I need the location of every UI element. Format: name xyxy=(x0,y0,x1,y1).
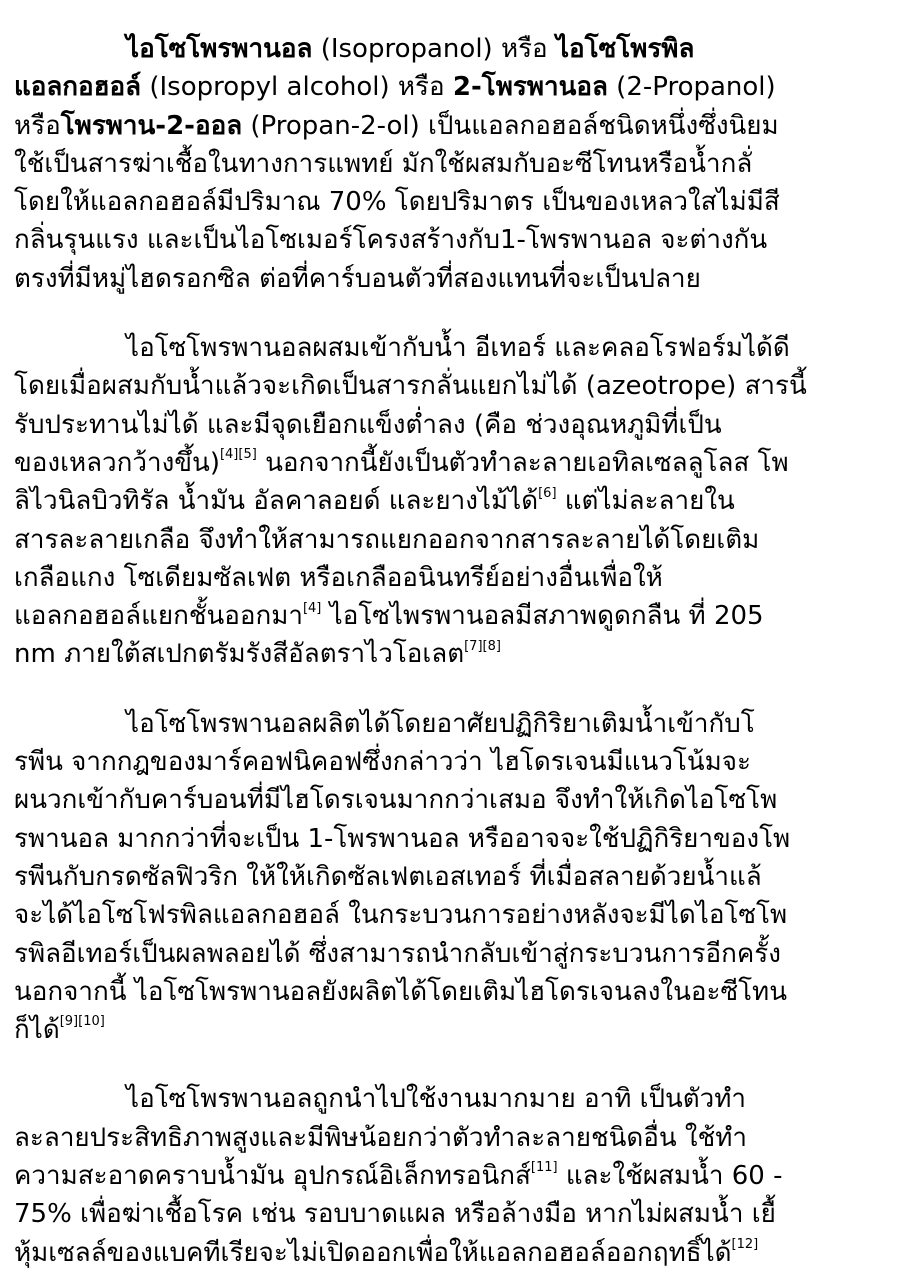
paragraph-line: ผนวกเข้ากับคาร์บอนที่มีไฮโดรเจนมากกว่าเสมอ จึงทำให้เกิดไอโซโพ xyxy=(14,785,778,816)
text-run: และใช้ผสมน้ำ 60 - xyxy=(557,1161,783,1192)
paragraph-line xyxy=(14,444,908,482)
paragraph-line xyxy=(14,1234,908,1272)
citation-link[interactable]: [11] xyxy=(530,1160,558,1176)
paragraph-line: ละลายประสิทธิภาพสูงและมีพิษน้อยกว่าตัวทำละลายชนิดอื่น ใช้ทำ xyxy=(14,1122,747,1153)
text-run: (Isopropyl alcohol) หรือ xyxy=(141,72,453,103)
paragraph-line: รับประทานไม่ได้ และมีจุดเยือกแข็งต่ำลง (คือ ช่วงอุณหภูมิที่เป็น xyxy=(14,409,722,440)
paragraph-line: ใช้เป็นสารฆ่าเชื้อในทางการแพทย์ มักใช้ผสมกับอะซีโทนหรือน้ำกลั่ xyxy=(14,148,753,179)
paragraph-line: รพิลอีเทอร์เป็นผลพลอยได้ ซึ่งสามารถนำกลับเข้าสู่กระบวนการอีกครั้ง xyxy=(14,938,781,969)
text-run: หรือ xyxy=(14,110,61,141)
paragraph-1 xyxy=(14,30,908,298)
text-run: หุ้มเซลล์ของแบคทีเรียจะไม่เปิดออกเพื่อให้แอลกอฮอล์ออกฤทธิ์ได้ xyxy=(14,1237,732,1268)
text-run: (2-Propanol) xyxy=(607,72,776,103)
text-run: แต่ไม่ละลายใน xyxy=(556,486,735,517)
text-run: nm ภายใต้สเปกตรัมรังสีอัลตราไวโอเลต xyxy=(14,639,465,670)
text-run: ลิไวนิลบิวทิรัล น้ำมัน อัลคาลอยด์ และยางไม้ได้ xyxy=(14,486,539,517)
citation-link[interactable]: [9][10] xyxy=(59,1014,105,1030)
paragraph-line: นอกจากนี้ ไอโซโพรพานอลยังผลิตได้โดยเติมไฮโดรเจนลงในอะซีโทน xyxy=(14,976,787,1007)
paragraph-line: กลิ่นรุนแรง และเป็นไอโซเมอร์โครงสร้างกับ1-โพรพานอล จะต่างกัน xyxy=(14,225,768,256)
text-run: นอกจากนี้ยังเป็นตัวทำละลายเอทิลเซลลูโลส โพ xyxy=(256,447,789,478)
paragraph-line: สารละลายเกลือ จึงทำให้สามารถแยกออกจากสารละลายได้โดยเติม xyxy=(14,524,760,555)
text-run: ก็ได้ xyxy=(14,1015,60,1046)
paragraph-spacer xyxy=(14,1049,908,1080)
paragraph-line: รพีน จากกฎของมาร์คอฟนิคอฟซึ่งกล่าวว่า ไฮโดรเจนมีแนวโน้มจะ xyxy=(14,747,751,778)
text-run: แอลกอฮอล์แยกชั้นออกมา xyxy=(14,601,303,632)
paragraph-spacer xyxy=(14,674,908,705)
paragraph-line xyxy=(14,482,908,520)
term-bold: ไอโซโพรพิล xyxy=(555,34,695,64)
text-run: ความสะอาดคราบน้ำมัน อุปกรณ์อิเล็กทรอนิกส์ xyxy=(14,1161,531,1192)
paragraph-line xyxy=(14,1011,908,1049)
paragraph-line xyxy=(14,30,908,68)
paragraph-line: จะได้ไอโซโฟรพิลแอลกอฮอล์ ในกระบวนการอย่างหลังจะมีไดไอโซโพ xyxy=(14,900,788,931)
text-run: (Propan-2-ol) เป็นแอลกอฮอล์ชนิดหนึ่งซึ่งนิยม xyxy=(242,110,779,141)
paragraph-line: ตรงที่มีหมู่ไฮดรอกซิล ต่อที่คาร์บอนตัวที่สองแทนที่จะเป็นปลาย xyxy=(14,263,701,294)
paragraph-3 xyxy=(14,705,908,1050)
citation-link[interactable]: [4] xyxy=(302,600,322,616)
paragraph-line: รพานอล มากกว่าที่จะเป็น 1-โพรพานอล หรืออาจจะใช้ปฏิกิริยาของโพ xyxy=(14,823,791,854)
citation-link[interactable]: [6] xyxy=(538,485,557,501)
paragraph-line: ไอโซโพรพานอลถูกนำไปใช้งานมากมาย อาทิ เป็นตัวทำ xyxy=(126,1084,747,1115)
citation-link[interactable]: [7][8] xyxy=(464,638,501,654)
text-run: (Isopropanol) หรือ xyxy=(312,34,556,64)
paragraph-line xyxy=(14,597,908,635)
text-run: ของเหลวกว้างขึ้น) xyxy=(14,447,220,478)
paragraph-line: โดยให้แอลกอฮอล์มีปริมาณ 70% โดยปริมาตร เป็นของเหลวใสไม่มีสี xyxy=(14,187,780,218)
paragraph-line: รพีนกับกรดซัลฟิวริก ให้ให้เกิดซัลเฟตเอสเทอร์ ที่เมื่อสลายด้วยน้ำแล้ xyxy=(14,861,762,892)
paragraph-2 xyxy=(14,329,908,674)
term-bold: ไอโซโพรพานอล xyxy=(126,34,313,64)
paragraph-line: โดยเมื่อผสมกับน้ำแล้วจะเกิดเป็นสารกลั่นแยกไม่ได้ (azeotrope) สารนี้ xyxy=(14,371,807,402)
citation-link[interactable]: [12] xyxy=(731,1236,759,1252)
paragraph-4 xyxy=(14,1080,908,1271)
text-run: ไอโซไพรพานอลมีสภาพดูดกลืน ที่ 205 xyxy=(321,601,764,632)
paragraph-line xyxy=(14,107,908,145)
paragraph-line xyxy=(14,635,908,673)
paragraph-line xyxy=(14,68,908,106)
paragraph-line: ไอโซโพรพานอลผลิตได้โดยอาศัยปฏิกิริยาเติมน้ำเข้ากับโ xyxy=(126,708,755,739)
term-bold: 2-โพรพานอล xyxy=(452,72,608,103)
paragraph-line xyxy=(14,1157,908,1195)
paragraph-line: ไอโซโพรพานอลผสมเข้ากับน้ำ อีเทอร์ และคลอโรฟอร์มได้ดี xyxy=(126,333,790,364)
term-bold: แอลกอฮอล์ xyxy=(14,72,142,103)
paragraph-line: 75% เพื่อฆ่าเชื้อโรค เช่น รอบบาดแผล หรือล้างมือ หากไม่ผสมน้ำ เยื้ xyxy=(14,1199,776,1230)
article-body xyxy=(14,30,908,1272)
paragraph-line: เกลือแกง โซเดียมซัลเฟต หรือเกลืออนินทรีย์อย่างอื่นเพื่อให้ xyxy=(14,562,663,593)
term-bold: โพรพาน-2-ออล xyxy=(60,110,243,141)
paragraph-spacer xyxy=(14,298,908,329)
citation-link[interactable]: [4][5] xyxy=(219,447,257,463)
